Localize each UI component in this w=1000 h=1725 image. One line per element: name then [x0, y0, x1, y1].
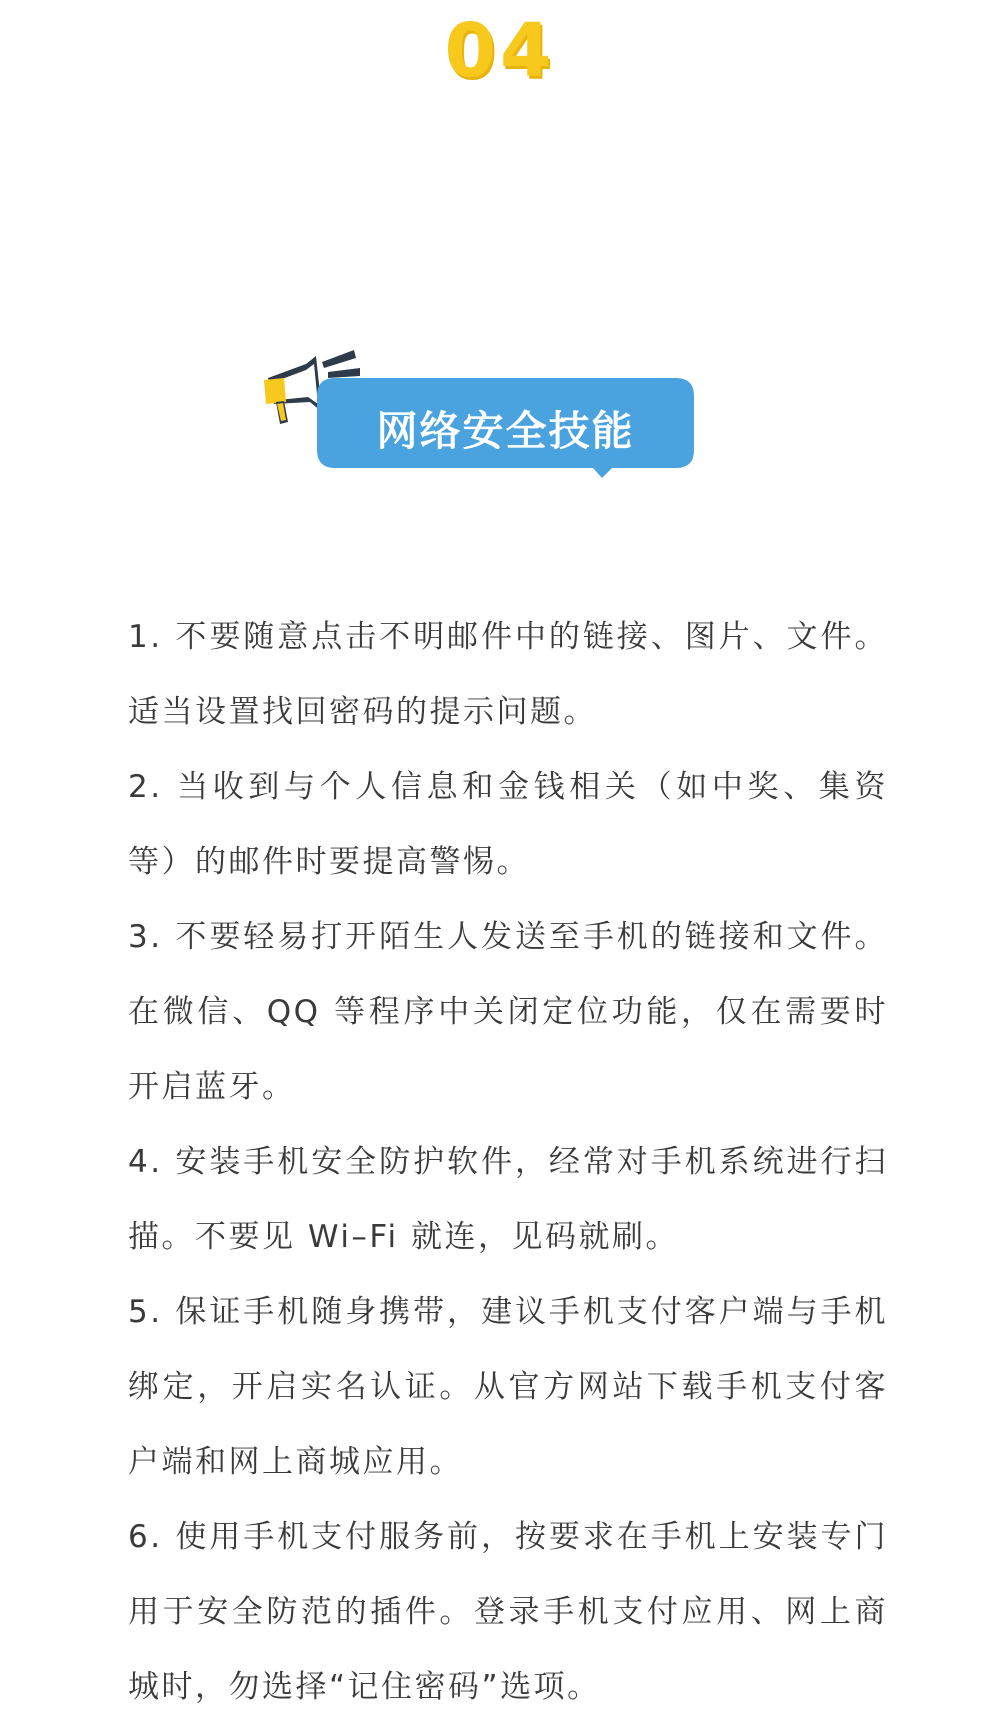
tip-item-6: 6. 使用手机支付服务前，按要求在手机上安装专门用于安全防范的插件。登录手机支付应用、网上商城时，勿选择“记住密码”选项。: [128, 1519, 888, 1705]
tip-item-4: 4. 安装手机安全防护软件，经常对手机系统进行扫描。不要见 Wi–Fi 就连，见码就刷。: [128, 1144, 888, 1255]
tip-item-3: 3. 不要轻易打开陌生人发送至手机的链接和文件。在微信、QQ 等程序中关闭定位功能，仅在需要时开启蓝牙。: [128, 919, 888, 1105]
tip-item-5: 5. 保证手机随身携带，建议手机支付客户端与手机绑定，开启实名认证。从官方网站下载手机支付客户端和网上商城应用。: [128, 1294, 888, 1480]
page-title: 网络安全技能: [376, 407, 635, 455]
tip-item-1: 1. 不要随意点击不明邮件中的链接、图片、文件。适当设置找回密码的提示问题。: [128, 619, 888, 730]
tips-list: [128, 600, 888, 1725]
tip-item-2: 2. 当收到与个人信息和金钱相关（如中奖、集资等）的邮件时要提高警惕。: [128, 769, 888, 880]
title-banner: [317, 378, 694, 478]
section-number: 04: [444, 8, 556, 94]
